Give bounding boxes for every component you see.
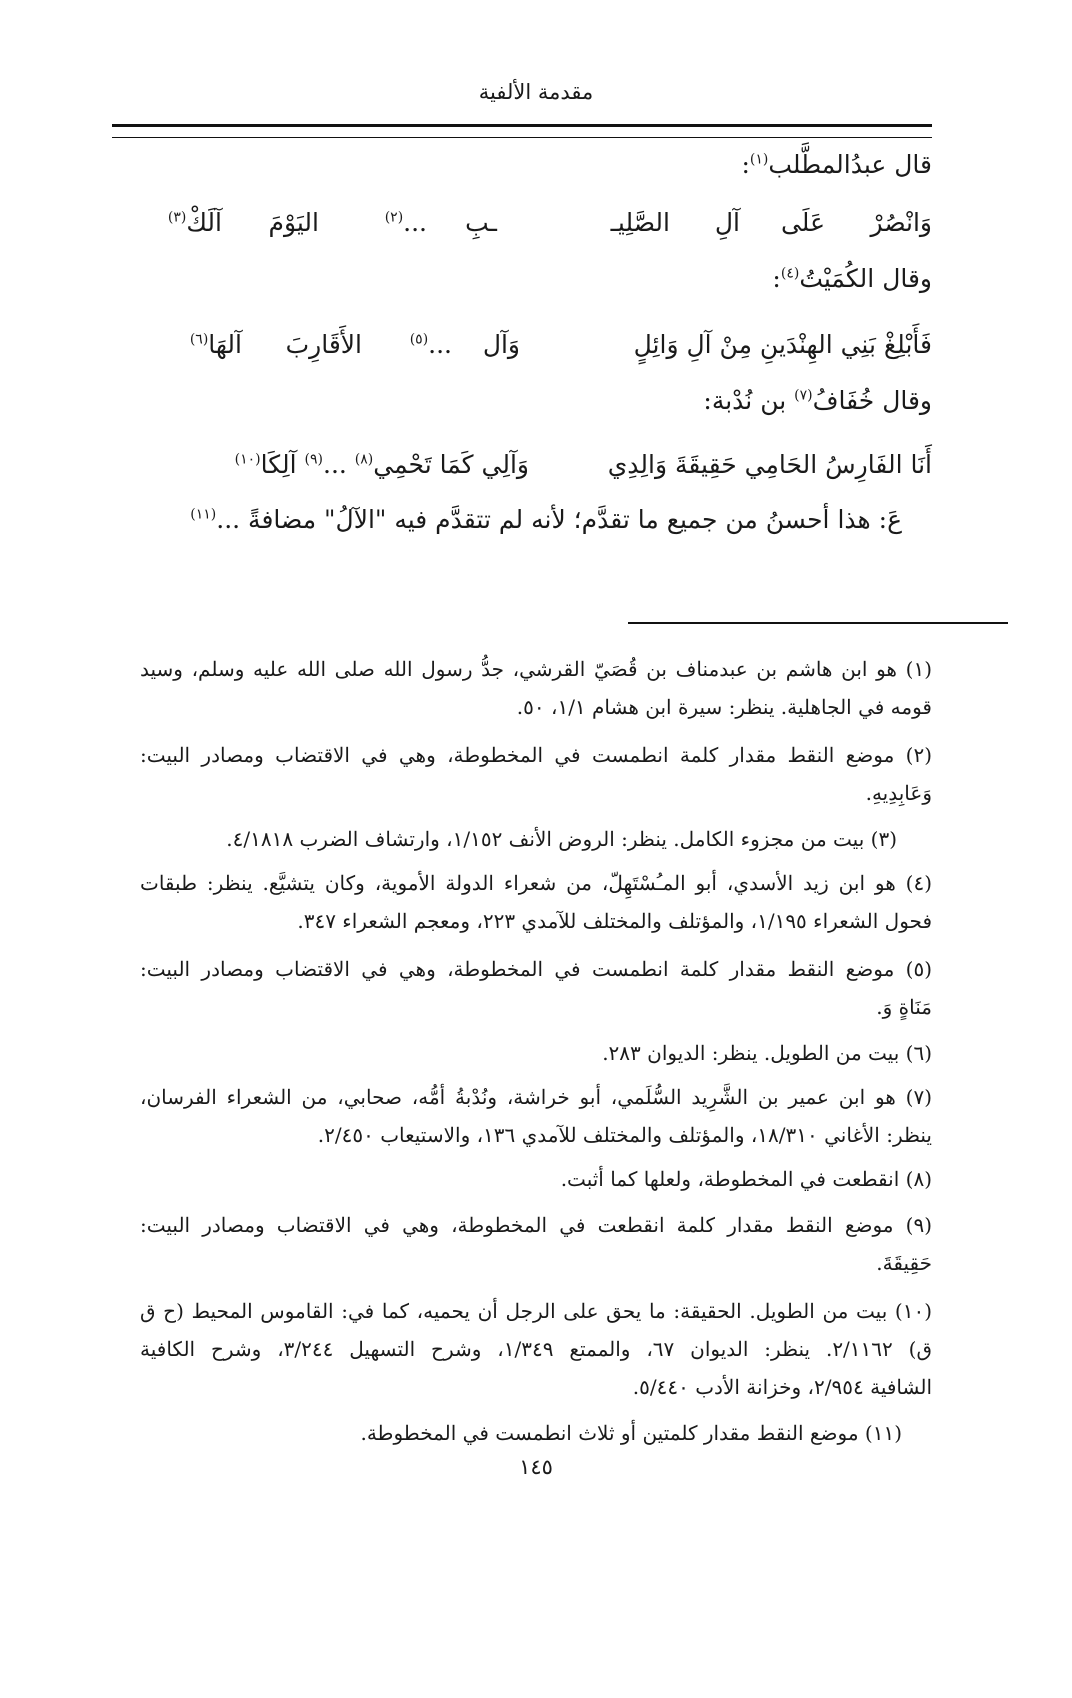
footnote-ref: (١١) <box>190 506 217 523</box>
footnote-10-line-3: الشافية ٢/٩٥٤، وخزانة الأدب ٥/٤٤٠. <box>632 1375 932 1399</box>
verse-word-with-ref <box>168 208 222 237</box>
verse-word: وَانْصُرْ <box>870 208 932 237</box>
footnote-6: (٦) بيت من الطويل. ينظر: الديوان ٢٨٣. <box>602 1041 932 1065</box>
footnote-5-line-2: مَنَاةٍ وَ. <box>876 995 932 1019</box>
verse-word: عَلَى <box>780 208 825 237</box>
footnote-7-line-1: (٧) هو ابن عمير بن الشَّرِيد السُّلَمي، أبو خراشة، ونُدْبةُ أمُّه، صحابي، من الشعراء الفرسان، <box>140 1085 932 1109</box>
verse-hemistich-1: أَنَا الفَارِسُ الحَامِي حَقِيقَةَ وَالِدِي <box>607 450 932 479</box>
footnote-ref: (٥) <box>409 331 429 348</box>
footnote-ref: (١٠) <box>234 451 261 468</box>
header-rule-thin <box>112 137 932 138</box>
footnote-separator <box>628 622 1008 624</box>
intro-text-tail: بن نُدْبة: <box>703 386 795 415</box>
footnote-10-line-2: ق) ٢/١١٦٢. ينظر: الديوان ٦٧، والممتع ١/٣٤٩، وشرح التسهيل ٣/٢٤٤، وشرح الكافية <box>140 1337 932 1361</box>
verse-word: وَآل <box>482 330 520 359</box>
footnote-ref: (٣) <box>167 209 187 226</box>
verse-ellipsis <box>410 330 452 359</box>
word-text: آلَكْ <box>186 208 222 237</box>
intro-text: وقال خُفَافُ <box>812 386 932 415</box>
header-rule-thick <box>112 124 932 127</box>
footnote-ref: (٤) <box>780 265 800 282</box>
intro-line-3 <box>703 386 932 415</box>
verse-2 <box>140 330 932 370</box>
footnote-9-line-1: (٩) موضع النقط مقدار كلمة انقطعت في المخطوطة، وهي في الاقتضاب ومصادر البيت: <box>140 1213 932 1237</box>
commentary-line <box>190 505 902 534</box>
verse-hemistich-2 <box>235 450 529 479</box>
footnote-4-line-1: (٤) هو ابن زيد الأسدي، أبو المـُسْتَهِلّ، من شعراء الدولة الأموية، وكان يتشيَّع. ينظر: طبقات <box>140 871 932 895</box>
verse-ellipsis <box>385 208 427 237</box>
footnote-ref: (٢) <box>384 209 404 226</box>
verse-word: اليَوْمَ <box>268 208 319 237</box>
footnote-3: (٣) بيت من مجزوء الكامل. ينظر: الروض الأنف ١/١٥٢، وارتشاف الضرب ٤/١٨١٨. <box>226 827 897 851</box>
word-text: آلهَا <box>208 330 242 359</box>
footnote-ref: (٨) <box>354 451 374 468</box>
footnote-ref: (٧) <box>794 387 813 404</box>
intro-text: وقال الكُمَيْتُ <box>799 264 932 293</box>
verse-1 <box>140 208 932 248</box>
intro-line-1 <box>741 150 932 179</box>
footnote-5-line-1: (٥) موضع النقط مقدار كلمة انطمست في المخطوطة، وهي في الاقتضاب ومصادر البيت: <box>140 957 932 981</box>
intro-text: قال عبدُالمطَّلب <box>768 150 932 179</box>
footnote-ref: (٩) <box>304 451 323 468</box>
footnote-7-line-2: ينظر: الأغاني ١٨/٣١٠، والمؤتلف والمختلف للآمدي ١٣٦، والاستيعاب ٢/٤٥٠. <box>317 1123 932 1147</box>
footnote-2-line-1: (٢) موضع النقط مقدار كلمة انطمست في المخطوطة، وهي في الاقتضاب ومصادر البيت: <box>140 743 932 767</box>
footnote-ref: (٦) <box>189 331 209 348</box>
verse-word: آلِ <box>714 208 740 237</box>
hemistich-text: وَآلِي كَمَا تَحْمِي <box>373 450 529 479</box>
intro-colon: : <box>772 264 781 293</box>
verse-word-with-ref <box>190 330 242 359</box>
intro-line-2 <box>772 264 932 293</box>
running-header: مقدمة الألفية <box>478 80 594 104</box>
ellipsis-text: ... <box>323 450 355 479</box>
footnote-2-line-2: وَعَابِدِيهِ. <box>865 781 932 805</box>
ellipsis-text: ... <box>403 208 427 237</box>
commentary-text: عَ: هذا أحسنُ من جميع ما تقدَّم؛ لأنه لم تتقدَّم فيه "الآلُ" مضافةً ... <box>216 505 902 534</box>
verse-hemistich-1: فَأَبْلِغْ بَنِي الهِنْدَينِ مِنْ آلِ وَائِلٍ <box>633 330 932 359</box>
ellipsis-text: ... <box>428 330 452 359</box>
footnote-10-line-1: (١٠) بيت من الطويل. الحقيقة: ما يحق على الرجل أن يحميه، كما في: القاموس المحيط (ح ق <box>140 1299 932 1323</box>
footnote-ref: (١) <box>749 151 769 168</box>
page-number: ١٤٥ <box>519 1455 553 1479</box>
footnote-11: (١١) موضع النقط مقدار كلمتين أو ثلاث انطمست في المخطوطة. <box>360 1421 902 1445</box>
verse-word: ـبِ <box>465 208 497 237</box>
intro-colon: : <box>741 150 750 179</box>
footnote-1-line-2: قومه في الجاهلية. ينظر: سيرة ابن هشام ١/١، ٥٠. <box>516 695 932 719</box>
verse-3 <box>140 450 932 490</box>
footnote-8: (٨) انقطعت في المخطوطة، ولعلها كما أثبت. <box>560 1167 932 1191</box>
word-text: آلِكَا <box>260 450 305 479</box>
footnote-4-line-2: فحول الشعراء ١/١٩٥، والمؤتلف والمختلف للآمدي ٢٢٣، ومعجم الشعراء ٣٤٧. <box>297 909 932 933</box>
verse-word: الصَّلِيـ <box>610 208 670 237</box>
footnote-1-line-1: (١) هو ابن هاشم بن عبدمناف بن قُصَيّ القرشي، جدُّ رسول الله صلى الله عليه وسلم، وسيد <box>140 657 932 681</box>
footnote-9-line-2: حَقِيقَةَ. <box>876 1251 932 1275</box>
verse-word: الأَقَارِبَ <box>285 330 362 359</box>
